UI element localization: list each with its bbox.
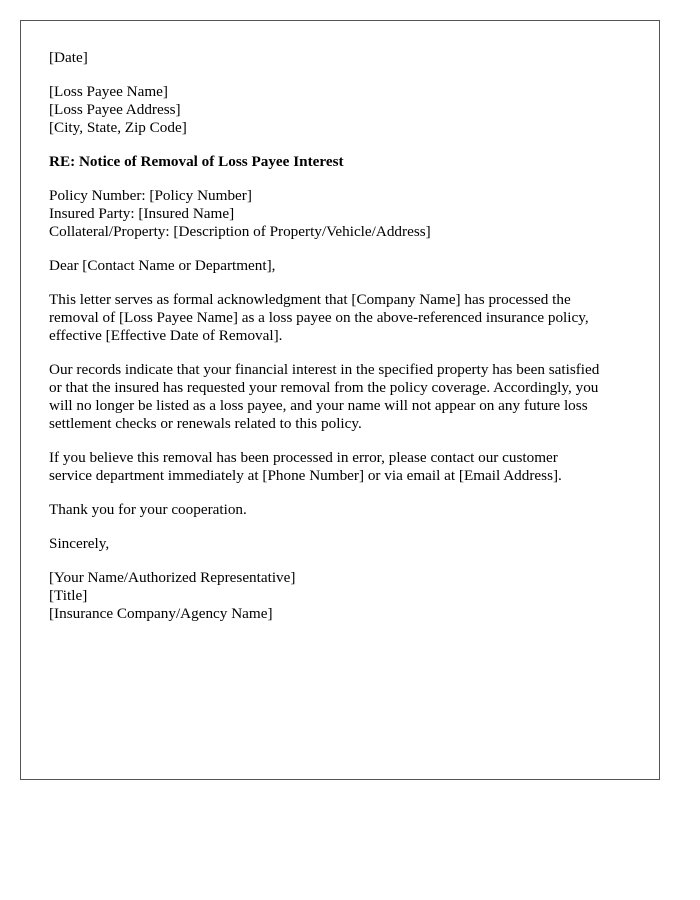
recipient-block — [49, 83, 639, 137]
recipient-address: [Loss Payee Address] — [49, 101, 181, 118]
policy-number: Policy Number: [Policy Number] — [49, 187, 252, 204]
paragraph-thanks — [49, 501, 639, 519]
paragraph-line: service department immediately at [Phone Number] or via email at [Email Address]. — [49, 467, 562, 484]
closing-block — [49, 535, 639, 553]
paragraph-line: removal of [Loss Payee Name] as a loss payee on the above-referenced insurance policy, — [49, 309, 589, 326]
paragraph-records — [49, 361, 639, 433]
recipient-name: [Loss Payee Name] — [49, 83, 168, 100]
letter-body — [49, 49, 639, 639]
letter-date: [Date] — [49, 49, 88, 66]
insured-party: Insured Party: [Insured Name] — [49, 205, 235, 222]
paragraph-line: will no longer be listed as a loss payee, and your name will not appear on any future loss — [49, 397, 588, 414]
paragraph-line: Our records indicate that your financial interest in the specified property has been satisfied — [49, 361, 600, 378]
closing: Sincerely, — [49, 535, 110, 552]
subject-block — [49, 153, 639, 171]
paragraph-line: effective [Effective Date of Removal]. — [49, 327, 283, 344]
paragraph-line: This letter serves as formal acknowledgment that [Company Name] has processed the — [49, 291, 571, 308]
paragraph-acknowledgment — [49, 291, 639, 345]
signer-name: [Your Name/Authorized Representative] — [49, 569, 296, 586]
recipient-city-state-zip: [City, State, Zip Code] — [49, 119, 187, 136]
paragraph-contact — [49, 449, 639, 485]
salutation: Dear [Contact Name or Department], — [49, 257, 276, 274]
subject-line: RE: Notice of Removal of Loss Payee Interest — [49, 153, 344, 170]
policy-details — [49, 187, 639, 241]
signature-block — [49, 569, 639, 623]
date-line — [49, 49, 639, 67]
paragraph-line: settlement checks or renewals related to this policy. — [49, 415, 362, 432]
paragraph-line: If you believe this removal has been processed in error, please contact our customer — [49, 449, 558, 466]
paragraph-line: Thank you for your cooperation. — [49, 501, 247, 518]
letter-page — [20, 20, 660, 780]
salutation-block — [49, 257, 639, 275]
paragraph-line: or that the insured has requested your removal from the policy coverage. Accordingly, you — [49, 379, 599, 396]
collateral-property: Collateral/Property: [Description of Property/Vehicle/Address] — [49, 223, 431, 240]
signer-title: [Title] — [49, 587, 88, 604]
signer-company: [Insurance Company/Agency Name] — [49, 605, 273, 622]
